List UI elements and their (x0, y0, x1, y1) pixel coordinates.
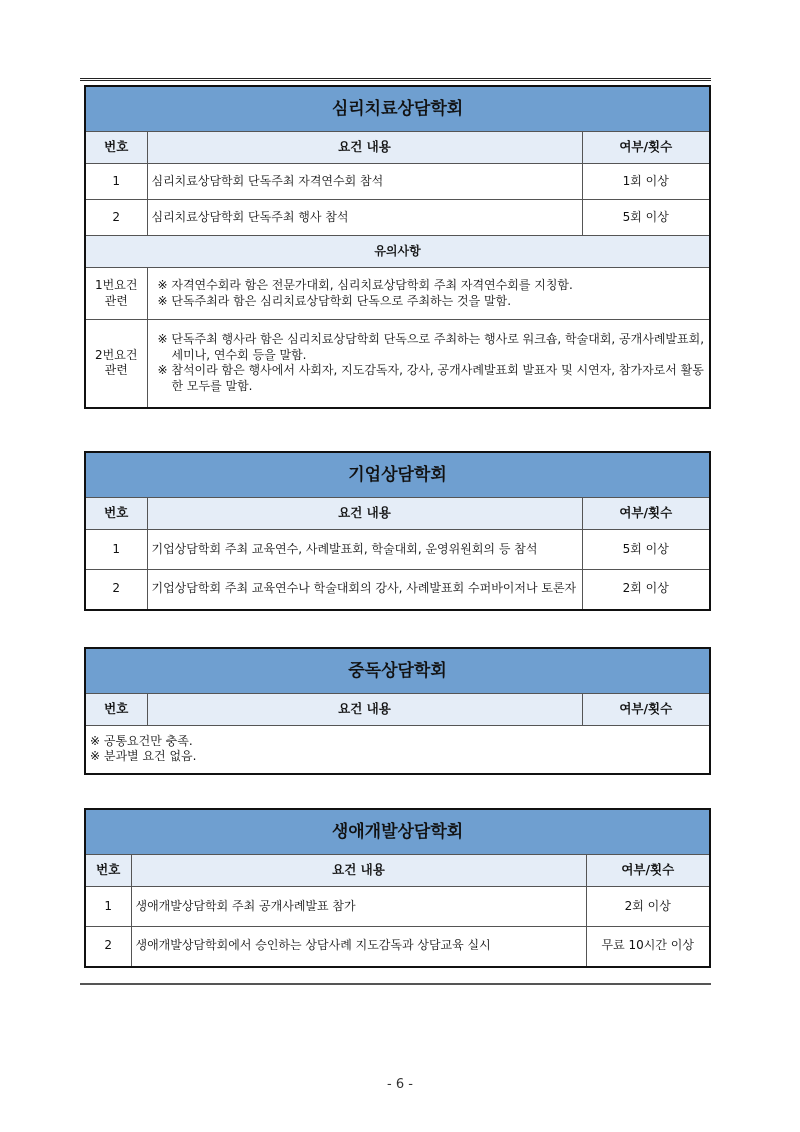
col-num-header: 번호 (85, 855, 131, 887)
col-content-header: 요건 내용 (147, 498, 582, 530)
col-content-header: 요건 내용 (147, 694, 582, 726)
row-content: 기업상담학회 주최 교육연수나 학술대회의 강사, 사례발표회 수퍼바이저나 토론자 (147, 570, 582, 610)
note-label: 2번요건 관련 (85, 320, 147, 408)
col-num-header: 번호 (85, 498, 147, 530)
row-content: 심리치료상담학회 단독주최 행사 참석 (147, 200, 582, 236)
row-num: 1 (85, 530, 147, 570)
row-num: 2 (85, 927, 131, 967)
col-num-header: 번호 (85, 132, 147, 164)
col-num-header: 번호 (85, 694, 147, 726)
note-line: ※ 분과별 요건 없음. (90, 749, 197, 764)
row-num: 2 (85, 200, 147, 236)
section-title: 심리치료상담학회 (85, 86, 710, 132)
table-corporate (84, 451, 711, 611)
row-count: 2회 이상 (582, 570, 710, 610)
note-row (85, 268, 710, 320)
table-life-development (84, 808, 711, 968)
row-content: 생애개발상담학회 주최 공개사례발표 참가 (131, 887, 586, 927)
col-count-header: 여부/횟수 (582, 498, 710, 530)
col-count-header: 여부/횟수 (582, 132, 710, 164)
table-row (85, 164, 710, 200)
page-number: - 6 - (387, 1077, 413, 1092)
section-title: 중독상담학회 (85, 648, 710, 694)
table-row (85, 887, 710, 927)
section-title: 생애개발상담학회 (85, 809, 710, 855)
table-row (85, 927, 710, 967)
table-row (85, 570, 710, 610)
row-num: 1 (85, 887, 131, 927)
table-row (85, 530, 710, 570)
row-num: 2 (85, 570, 147, 610)
note-row (85, 726, 710, 774)
row-content: 심리치료상담학회 단독주최 자격연수회 참석 (147, 164, 582, 200)
row-count: 1회 이상 (582, 164, 710, 200)
notes-title: 유의사항 (85, 236, 710, 268)
note-line: ※ 단독주최라 함은 심리치료상담학회 단독으로 주최하는 것을 말함. (157, 293, 512, 308)
row-count: 무료 10시간 이상 (586, 927, 710, 967)
col-count-header: 여부/횟수 (586, 855, 710, 887)
top-rule (80, 78, 711, 81)
table-addiction (84, 647, 711, 775)
col-content-header: 요건 내용 (147, 132, 582, 164)
row-count: 2회 이상 (586, 887, 710, 927)
note-line: ※ 참석이라 함은 행사에서 사회자, 지도감독자, 강사, 공개사례발표회 발표자 및 시연자, 참가자로서 활동한 모두를 말함. (157, 363, 704, 393)
note-row (85, 320, 710, 408)
col-content-header: 요건 내용 (131, 855, 586, 887)
section-title: 기업상담학회 (85, 452, 710, 498)
note-line: ※ 공통요건만 충족. (90, 733, 193, 748)
row-content: 기업상담학회 주최 교육연수, 사례발표회, 학술대회, 운영위원회의 등 참석 (147, 530, 582, 570)
bottom-rule (80, 983, 711, 985)
row-content: 생애개발상담학회에서 승인하는 상담사례 지도감독과 상담교육 실시 (131, 927, 586, 967)
col-count-header: 여부/횟수 (582, 694, 710, 726)
table-psychotherapy (84, 85, 711, 409)
table-row (85, 200, 710, 236)
note-line: ※ 단독주최 행사라 함은 심리치료상담학회 단독으로 주최하는 행사로 워크숍, 학술대회, 공개사례발표회, 세미나, 연수회 등을 말함. (157, 332, 705, 362)
note-line: ※ 자격연수회라 함은 전문가대회, 심리치료상담학회 주최 자격연수회를 지칭함. (157, 277, 573, 292)
row-num: 1 (85, 164, 147, 200)
note-label: 1번요건 관련 (85, 268, 147, 320)
row-count: 5회 이상 (582, 530, 710, 570)
row-count: 5회 이상 (582, 200, 710, 236)
